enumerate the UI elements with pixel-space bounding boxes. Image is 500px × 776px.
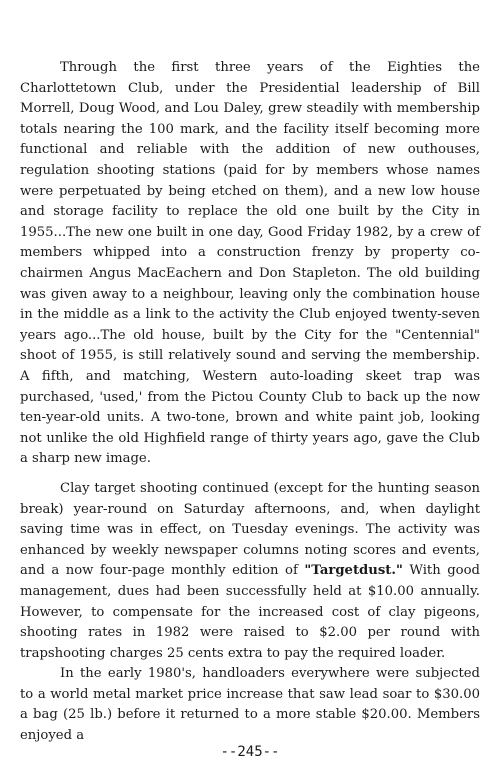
page-number: --245-- — [220, 744, 280, 760]
paragraph-2-text-before: Clay target shooting continued (except for the hunting season break) year-round on Saturday afternoons, and, when daylight saving time was in effect, on Tuesday evenings. The activity was enhanced by weekly newspaper columns noting scores and events, and a now four-page monthly edition of — [20, 481, 480, 579]
paragraph-1-text: Through the first three years of the Eighties the Charlottetown Club, under the Presidential leadership of Bill Morrell, Doug Wood, and Lou Daley, grew steadily with membership totals nearing the 100 mark, and the facility itself becoming more functional and reliable with the addition of new outhouses, regulation shooting stations (paid for by members whose names were perpetuated by being etched on them), and a new low house and storage facility to replace the old one built by the City in 1955...The new one built in one day, Good Friday 1982, by a crew of members whipped into a construction frenzy by property co-chairmen Angus MacEachern and Don Stapleton. The old building was given away to a neighbour, leaving only the combination house in the middle as a link to the activity the Club enjoyed twenty-seven years ago...The old house, built by the City for the "Centennial" shoot of 1955, is still relatively sound and serving the membership. A fifth, and matching, Western auto-loading skeet trap was purchased, 'used,' from the Pictou County Club to back up the now ten-year-old units. A two-tone, brown and white paint job, looking not unlike the old Highfield range of thirty years ago, gave the Club a sharp new image. — [20, 60, 480, 467]
paragraph-2-text-after: With good management, dues had been successfully held at $10.00 annually. However, to compensate for the increased cost of clay pigeons, shooting rates in 1982 were raised to $2.00 per round with trapshooting charges 25 cents extra to pay the required loader. — [20, 563, 481, 661]
paragraph-3-text: In the early 1980's, handloaders everywhere were subjected to a world metal market price increase that saw lead soar to $30.00 a bag (25 lb.) before it returned to a more stable $20.00. Members enjoyed a — [20, 666, 480, 743]
paragraph-1 — [20, 58, 480, 470]
paragraph-2-text — [20, 479, 480, 664]
paragraph-3 — [20, 664, 480, 746]
paragraph-2 — [20, 479, 480, 664]
newsletter-title: "Targetdust." — [304, 563, 403, 579]
